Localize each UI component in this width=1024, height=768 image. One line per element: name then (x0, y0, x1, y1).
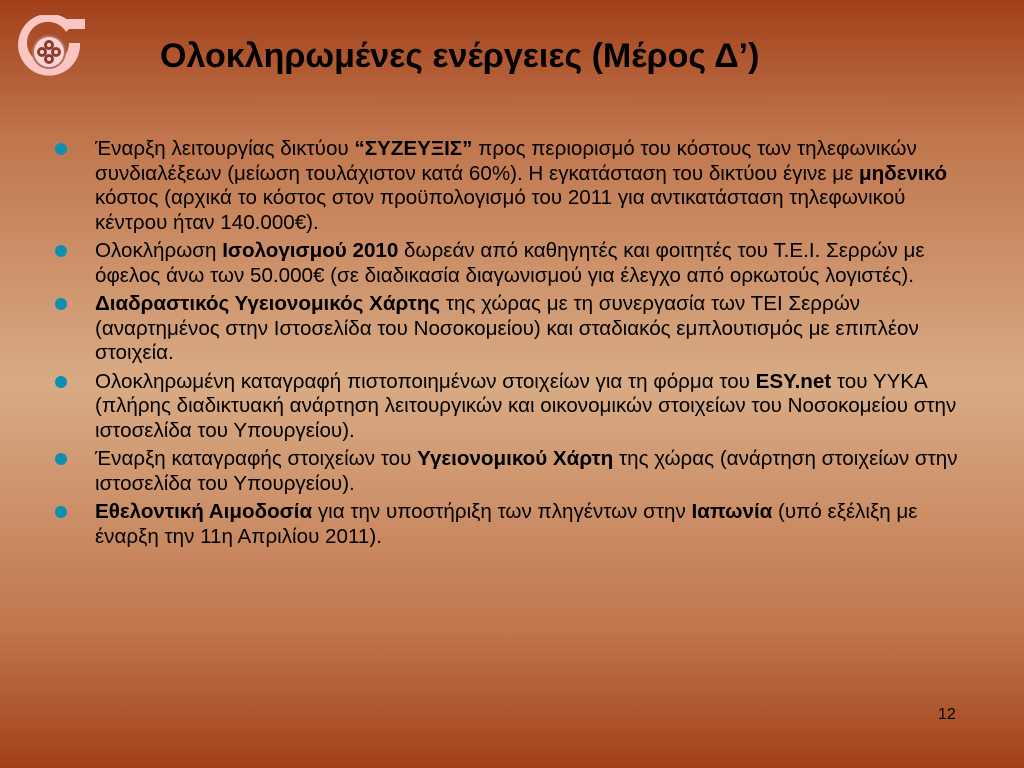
bullet-item (55, 500, 965, 549)
bullet-text: προς περιορισμό του κόστους των τηλεφωνικών συνδιαλέξεων (μείωση τουλάχιστον κατά 60%). Η εγκατάσταση του δικτύου έγινε με (95, 137, 917, 185)
bullet-bold-text: Διαδραστικός Υγειονομικός Χάρτης (95, 292, 441, 315)
bullet-item (55, 447, 965, 496)
bullet-dot-icon (55, 376, 67, 388)
bullet-bold-text: ESY.net (755, 369, 832, 393)
bullet-text: Ολοκληρωμένη καταγραφή πιστοποιημένων στοιχείων για τη φόρμα του (95, 369, 756, 393)
bullet-bold-text: Ιαπωνία (691, 500, 773, 523)
bullet-text: (υπό εξέλιξη με έναρξη την 11η Απριλίου 2011). (95, 500, 918, 548)
bullet-text: της χώρας (ανάρτηση στοιχείων στην ιστοσελίδα του Υπουργείου). (95, 447, 958, 495)
bullet-bold-text: Ισολογισμού 2010 (222, 239, 399, 262)
page-number: 12 (938, 706, 956, 723)
bullet-dot-icon (55, 506, 67, 518)
slide-title: Ολοκληρωμένες ενέργειες (Μέρος Δ’) (160, 37, 760, 75)
bullet-dot-icon (55, 245, 67, 257)
bullet-item (55, 137, 965, 235)
bullet-bold-text: “ΣΥΖΕΥΞΙΣ” (354, 137, 473, 160)
bullet-text: δωρεάν από καθηγητές και φοιτητές του Τ.Ε.Ι. Σερρών με όφελος άνω των 50.000€ (σε διαδικασία διαγωνισμού για έλεγχο από ορκωτούς λογιστές). (95, 239, 925, 287)
bullet-item (55, 239, 965, 288)
bullet-dot-icon (55, 143, 67, 155)
bullet-text: για την υποστήριξη των πληγέντων στην (312, 500, 692, 523)
bullet-item (55, 292, 965, 366)
bullet-text: Ολοκλήρωση (95, 239, 223, 262)
bullet-text: της χώρας με τη συνεργασία των ΤΕΙ Σερρών (αναρτημένος στην Ιστοσελίδα του Νοσοκομείου) και σταδιακός εμπλουτισμός με επιπλέον στοιχεία. (95, 292, 919, 364)
bullet-text: Έναρξη καταγραφής στοιχείων του (95, 447, 418, 470)
bullet-item (55, 370, 965, 444)
bullet-text: του ΥΥΚΑ (πλήρης διαδικτυακή ανάρτηση λειτουργικών και οικονομικών στοιχείων του Νοσοκομείου στην ιστοσελίδα του Υπουργείου). (95, 369, 957, 442)
bullet-text: κόστος (αρχικά το κόστος στον προϋπολογισμό του 2011 για αντικατάσταση τηλεφωνικού κέντρου ήταν 140.000€). (95, 186, 906, 234)
bullet-bold-text: μηδενικό (859, 161, 948, 185)
bullet-list (55, 137, 965, 553)
bullet-bold-text: Υγειονομικού Χάρτη (417, 447, 614, 470)
bullet-bold-text: Εθελοντική Αιμοδοσία (95, 500, 313, 523)
organization-logo-icon (11, 15, 87, 85)
bullet-dot-icon (55, 453, 67, 465)
bullet-text: Έναρξη λειτουργίας δικτύου (95, 137, 355, 160)
bullet-dot-icon (55, 298, 67, 310)
